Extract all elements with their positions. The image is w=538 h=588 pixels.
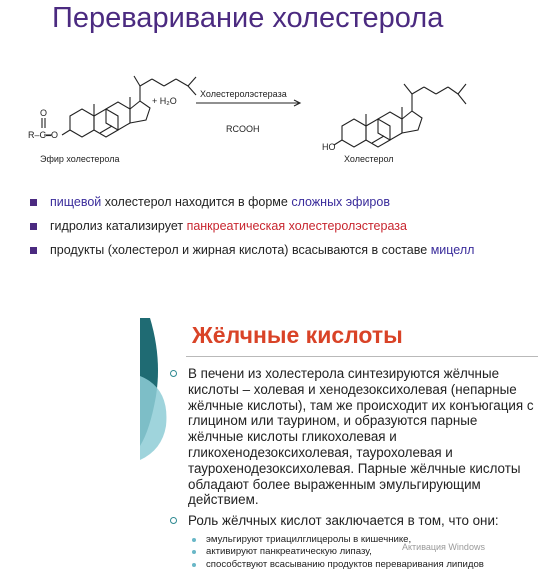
bullet-text: холестерол находится в форме [101,195,292,209]
bullet-text-highlight: пищевой [50,195,102,209]
bullet-item [28,218,518,235]
slide-bile-acids [140,318,538,588]
reaction-scheme [0,46,538,176]
list-item [166,366,536,508]
dot-bullet-icon [192,550,196,554]
bullet-text-highlight: сложных эфиров [291,195,390,209]
slide-cholesterol-digestion [0,0,538,290]
hydroxyl-label: HO [322,142,336,152]
activation-watermark: Активация Windows [402,542,485,552]
slide-title: Жёлчные кислоты [192,322,403,348]
bullet-list [28,194,518,266]
ester-group-label: R–C–O [28,130,59,140]
square-bullet-icon [30,199,37,206]
subpoint-text: активируют панкреатическую липазу, [206,546,372,558]
circle-bullet-icon [170,517,177,524]
bullet-text-highlight: мицелл [430,243,475,257]
square-bullet-icon [30,247,37,254]
subpoint-text: способствуют всасыванию продуктов переваривания липидов [206,558,484,570]
bullet-text-highlight: панкреатическая холестеролэстераза [186,219,407,233]
bullet-item [28,194,518,211]
dot-bullet-icon [192,563,196,567]
point-text: Роль жёлчных кислот заключается в том, что они: [188,513,499,529]
byproduct-label: RCOOH [226,124,260,134]
cholesterol-structure [334,84,466,147]
bullet-text: продукты (холестерол и жирная кислота) всасываются в составе [50,243,431,257]
bullet-text: гидролиз катализирует [50,219,187,233]
point-text: В печени из холестерола синтезируются жёлчные кислоты – холевая и хенодезоксихолевая (непарные жёлчные кислоты), там же происходит их конъюгация с глицином или таурином, и образуются парные жёлчные кислоты гликохолевая и гликохенодезоксихолевая, таурохолевая и таурохенодезоксихолевая. Парные жёлчные кислоты обладают более выраженным эмульгирующим действием. [188,366,534,508]
circle-bullet-icon [170,370,177,377]
list-item [166,513,536,529]
reagent-label: + H₂O [152,96,177,106]
enzyme-label: Холестеролэстераза [200,89,287,99]
product-caption: Холестерол [344,154,394,164]
ester-oxygen-label: O [40,108,48,118]
cholesterol-ester-structure [42,76,196,137]
square-bullet-icon [30,223,37,230]
slide-title: Переваривание холестерола [52,2,444,34]
dot-bullet-icon [192,538,196,542]
bullet-item [28,242,518,259]
subpoint-text: эмульгируют триацилглицеролы в кишечнике, [206,533,412,545]
sub-list-item [166,559,536,572]
title-divider [186,356,538,357]
content-list [166,366,536,571]
substrate-caption: Эфир холестерола [40,154,120,164]
